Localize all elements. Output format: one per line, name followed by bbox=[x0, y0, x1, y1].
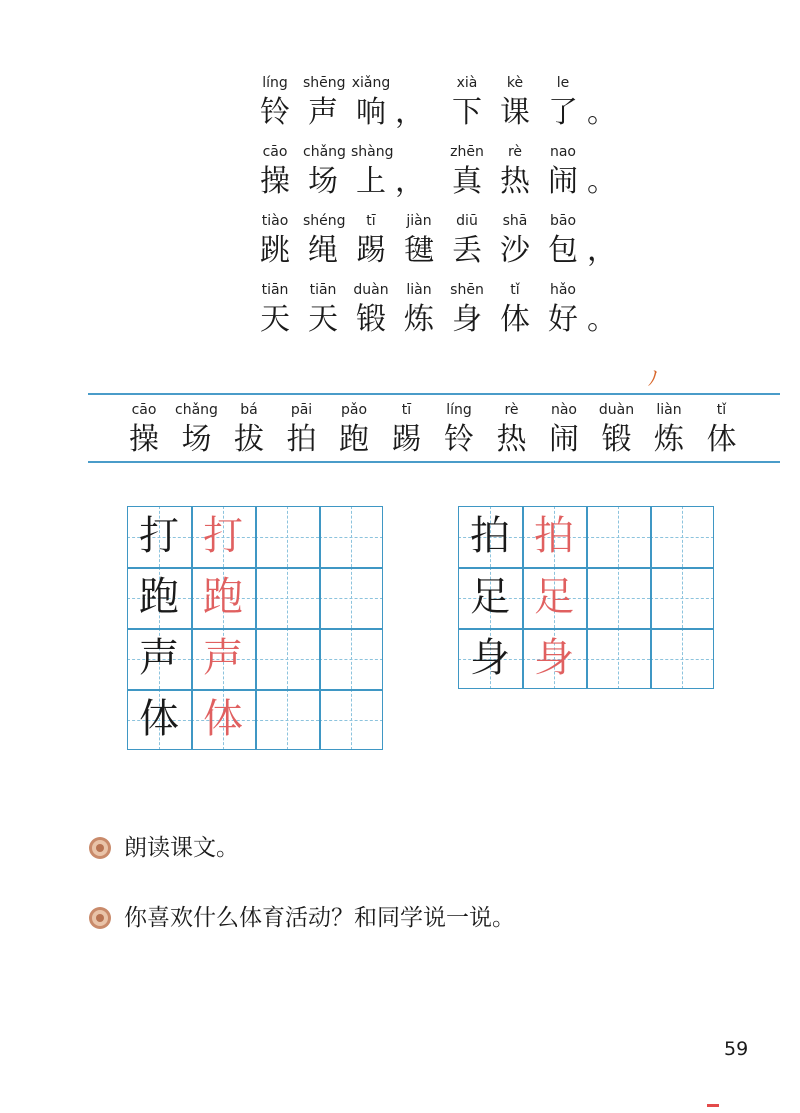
hanzi: 毽 bbox=[404, 233, 434, 268]
pinyin: bá bbox=[240, 402, 258, 418]
pinyin: rè bbox=[507, 144, 523, 160]
model-char: 足 bbox=[534, 574, 574, 620]
grid-cell bbox=[586, 506, 650, 567]
hanzi: 下 bbox=[452, 95, 482, 130]
grid-line bbox=[319, 506, 321, 750]
poem-char bbox=[543, 211, 583, 271]
hanzi: 绳 bbox=[308, 233, 338, 268]
pinyin: tiān bbox=[309, 282, 337, 298]
model-char: 跑 bbox=[203, 574, 243, 620]
hanzi: 踢 bbox=[391, 422, 422, 457]
grid-cell bbox=[650, 506, 714, 567]
guide-line bbox=[351, 689, 352, 750]
guide-line bbox=[351, 628, 352, 689]
pinyin: shàng bbox=[351, 144, 394, 160]
grid-line bbox=[650, 506, 652, 689]
poem-char bbox=[255, 142, 295, 202]
model-char: 打 bbox=[203, 513, 243, 559]
hanzi: 热 bbox=[500, 164, 530, 199]
guide-line bbox=[351, 567, 352, 628]
hanzi: 课 bbox=[500, 95, 530, 130]
pinyin: duàn bbox=[598, 402, 635, 418]
guide-line bbox=[618, 506, 619, 567]
grid-cell bbox=[586, 628, 650, 689]
grid-line bbox=[255, 506, 257, 750]
pinyin: tǐ bbox=[510, 282, 520, 298]
punctuation: ， bbox=[395, 95, 425, 130]
pinyin: liàn bbox=[656, 402, 682, 418]
pinyin: bāo bbox=[549, 213, 577, 229]
grid-line bbox=[586, 506, 588, 689]
pinyin: nào bbox=[550, 402, 578, 418]
hanzi: 好 bbox=[548, 302, 578, 337]
poem-char bbox=[495, 142, 535, 202]
grid-cell bbox=[255, 506, 319, 567]
hanzi: 真 bbox=[452, 164, 482, 199]
grid-cell bbox=[522, 506, 586, 567]
poem-char bbox=[447, 280, 487, 340]
pinyin: chǎng bbox=[303, 144, 346, 160]
hanzi: 场 bbox=[308, 164, 338, 199]
grid-cell bbox=[191, 689, 255, 750]
hanzi: 沙 bbox=[500, 233, 530, 268]
hanzi: 锻 bbox=[601, 422, 632, 457]
grid-cell bbox=[191, 628, 255, 689]
print-char: 足 bbox=[470, 574, 510, 620]
grid-cell bbox=[458, 506, 522, 567]
pinyin: diū bbox=[456, 213, 478, 229]
pinyin: tī bbox=[401, 402, 412, 418]
print-char: 打 bbox=[139, 513, 179, 559]
word-item bbox=[328, 399, 380, 459]
grid-cell bbox=[191, 567, 255, 628]
pinyin: shéng bbox=[303, 213, 346, 229]
hanzi: 跑 bbox=[339, 422, 369, 457]
pinyin: pāi bbox=[290, 402, 313, 418]
pinyin: cāo bbox=[262, 144, 288, 160]
poem-char bbox=[495, 211, 535, 271]
hanzi: 锻 bbox=[356, 302, 386, 337]
print-char: 体 bbox=[139, 696, 179, 742]
pinyin: xià bbox=[456, 75, 478, 91]
hanzi: 闹 bbox=[548, 164, 578, 199]
poem-char bbox=[543, 280, 583, 340]
grid-cell bbox=[191, 506, 255, 567]
pinyin: tǐ bbox=[716, 402, 727, 418]
hanzi: 热 bbox=[496, 422, 527, 457]
guide-line bbox=[287, 628, 288, 689]
print-char: 身 bbox=[470, 635, 510, 681]
page-number: 59 bbox=[724, 1038, 749, 1060]
pinyin: líng bbox=[446, 402, 472, 418]
punctuation: 。 bbox=[587, 95, 617, 130]
poem-char bbox=[447, 142, 487, 202]
punctuation: 。 bbox=[587, 302, 617, 337]
grid-cell bbox=[127, 506, 191, 567]
word-item bbox=[486, 399, 538, 459]
hanzi: 铃 bbox=[260, 95, 290, 130]
pinyin: chǎng bbox=[175, 402, 218, 418]
poem-char bbox=[399, 211, 439, 271]
hanzi: 场 bbox=[181, 422, 212, 457]
hanzi: 身 bbox=[452, 302, 482, 337]
poem-char bbox=[303, 73, 346, 133]
guide-line bbox=[682, 506, 683, 567]
model-char: 拍 bbox=[534, 513, 574, 559]
page-mark bbox=[707, 1104, 719, 1107]
poem-char bbox=[495, 280, 535, 340]
flame-icon: ﾉ bbox=[648, 366, 658, 390]
poem-char bbox=[351, 211, 391, 271]
pinyin: liàn bbox=[406, 282, 432, 298]
grid-cell bbox=[458, 567, 522, 628]
hanzi: 响 bbox=[356, 95, 386, 130]
guide-line bbox=[682, 628, 683, 689]
grid-cell bbox=[255, 689, 319, 750]
hanzi: 天 bbox=[260, 302, 290, 337]
pinyin: zhēn bbox=[450, 144, 484, 160]
poem-char bbox=[495, 73, 535, 133]
pinyin: tī bbox=[366, 213, 376, 229]
poem-char bbox=[303, 280, 343, 340]
model-char: 身 bbox=[534, 635, 574, 681]
poem-char bbox=[351, 142, 394, 202]
pinyin: kè bbox=[506, 75, 524, 91]
task-text: 你喜欢什么体育活动？和同学说一说。 bbox=[124, 905, 515, 931]
pinyin: rè bbox=[504, 402, 519, 418]
hanzi: 铃 bbox=[444, 422, 474, 457]
grid-cell bbox=[319, 628, 383, 689]
print-char: 声 bbox=[139, 635, 179, 681]
punctuation: ， bbox=[395, 164, 425, 199]
grid-cell bbox=[127, 628, 191, 689]
band-bottom-rule bbox=[88, 461, 780, 463]
poem-char bbox=[447, 211, 487, 271]
band-top-rule bbox=[88, 393, 780, 395]
grid-line bbox=[191, 506, 193, 750]
hanzi: 天 bbox=[308, 302, 338, 337]
hanzi: 包 bbox=[548, 233, 578, 268]
pinyin: shā bbox=[502, 213, 528, 229]
grid-cell bbox=[522, 567, 586, 628]
pinyin: xiǎng bbox=[351, 75, 391, 91]
guide-line bbox=[287, 689, 288, 750]
hanzi: 拔 bbox=[234, 422, 264, 457]
word-item bbox=[276, 399, 328, 459]
word-item bbox=[538, 399, 590, 459]
pinyin: shēng bbox=[303, 75, 346, 91]
hanzi: 声 bbox=[308, 95, 338, 130]
coin-icon bbox=[88, 836, 112, 860]
coin-icon bbox=[88, 906, 112, 930]
punctuation: ， bbox=[587, 233, 617, 268]
pinyin: nao bbox=[549, 144, 577, 160]
grid-cell bbox=[650, 628, 714, 689]
pinyin: cāo bbox=[131, 402, 157, 418]
task-text: 朗读课文。 bbox=[124, 835, 239, 861]
hanzi: 丢 bbox=[452, 233, 482, 268]
print-char: 跑 bbox=[139, 574, 179, 620]
punctuation: 。 bbox=[587, 164, 617, 199]
grid-cell bbox=[319, 506, 383, 567]
guide-line bbox=[682, 567, 683, 628]
pinyin: tiào bbox=[261, 213, 289, 229]
guide-line bbox=[287, 567, 288, 628]
grid-cell bbox=[255, 567, 319, 628]
hanzi: 跳 bbox=[260, 233, 290, 268]
pinyin: jiàn bbox=[406, 213, 432, 229]
word-item bbox=[643, 399, 695, 459]
poem-char bbox=[447, 73, 487, 133]
hanzi: 体 bbox=[500, 302, 530, 337]
grid-cell bbox=[319, 567, 383, 628]
poem-char bbox=[543, 73, 583, 133]
pinyin: pǎo bbox=[340, 402, 368, 418]
model-char: 体 bbox=[203, 696, 243, 742]
poem-char bbox=[303, 142, 346, 202]
guide-line bbox=[287, 506, 288, 567]
word-item bbox=[171, 399, 223, 459]
poem-char bbox=[303, 211, 346, 271]
hanzi: 了 bbox=[548, 95, 578, 130]
hanzi: 上 bbox=[356, 164, 386, 199]
pinyin: le bbox=[556, 75, 570, 91]
poem-char bbox=[351, 73, 391, 133]
word-item bbox=[696, 399, 748, 459]
word-item bbox=[118, 399, 170, 459]
poem-char bbox=[351, 280, 391, 340]
poem-char bbox=[255, 280, 295, 340]
pinyin: líng bbox=[262, 75, 288, 91]
hanzi: 拍 bbox=[286, 422, 317, 457]
hanzi: 操 bbox=[129, 422, 159, 457]
poem-char bbox=[255, 73, 295, 133]
hanzi: 体 bbox=[706, 422, 737, 457]
hanzi: 炼 bbox=[654, 422, 684, 457]
word-item bbox=[223, 399, 275, 459]
grid-cell bbox=[522, 628, 586, 689]
word-item bbox=[381, 399, 433, 459]
hanzi: 炼 bbox=[404, 302, 434, 337]
hanzi: 操 bbox=[260, 164, 290, 199]
grid-cell bbox=[255, 628, 319, 689]
grid-line bbox=[522, 506, 524, 689]
word-band bbox=[88, 393, 780, 465]
print-char: 拍 bbox=[470, 513, 510, 559]
model-char: 声 bbox=[203, 635, 243, 681]
grid-cell bbox=[127, 567, 191, 628]
grid-cell bbox=[319, 689, 383, 750]
pinyin: hǎo bbox=[549, 282, 577, 298]
guide-line bbox=[618, 628, 619, 689]
pinyin: shēn bbox=[450, 282, 484, 298]
pinyin: tiān bbox=[261, 282, 289, 298]
grid-cell bbox=[127, 689, 191, 750]
guide-line bbox=[351, 506, 352, 567]
hanzi: 踢 bbox=[356, 233, 386, 268]
poem-char bbox=[399, 280, 439, 340]
poem-char bbox=[543, 142, 583, 202]
guide-line bbox=[618, 567, 619, 628]
grid-cell bbox=[650, 567, 714, 628]
grid-cell bbox=[586, 567, 650, 628]
poem-char bbox=[255, 211, 295, 271]
word-item bbox=[433, 399, 485, 459]
word-item bbox=[591, 399, 643, 459]
hanzi: 闹 bbox=[549, 422, 579, 457]
pinyin: duàn bbox=[353, 282, 389, 298]
grid-cell bbox=[458, 628, 522, 689]
